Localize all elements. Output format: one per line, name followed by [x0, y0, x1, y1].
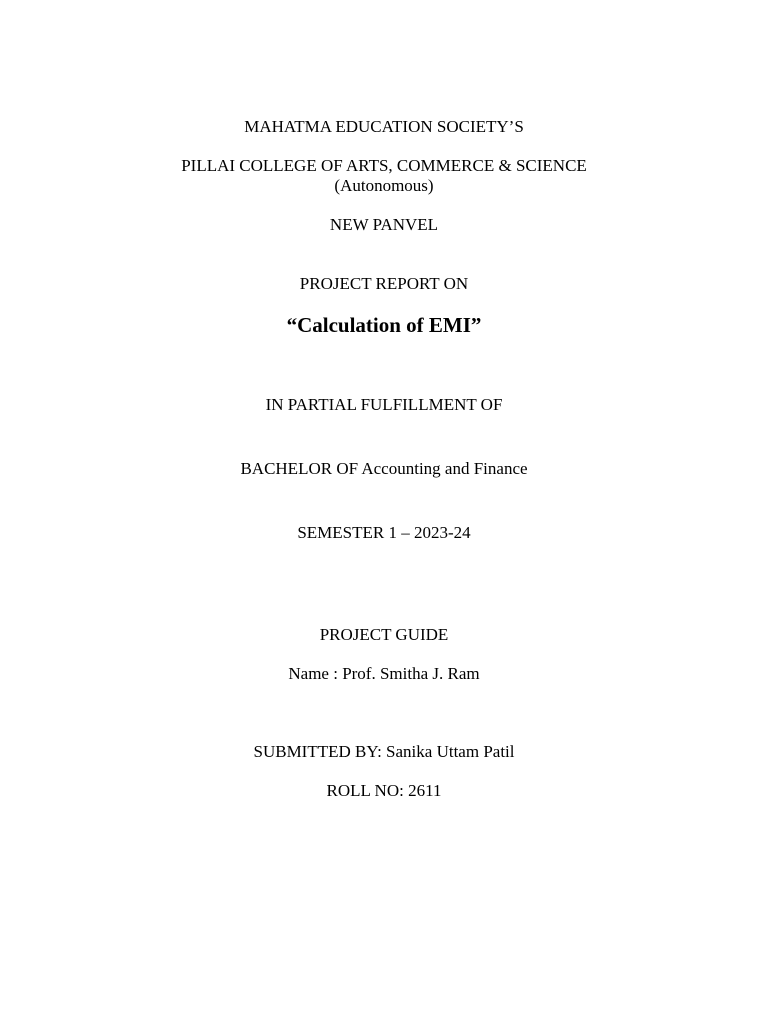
college-location: NEW PANVEL — [329, 215, 439, 234]
guide-heading: PROJECT GUIDE — [319, 625, 449, 644]
fulfillment-line: IN PARTIAL FULFILLMENT OF — [265, 395, 503, 414]
degree-line: BACHELOR OF Accounting and Finance — [240, 459, 528, 478]
submitted-by: SUBMITTED BY: Sanika Uttam Patil — [253, 742, 515, 761]
report-heading: PROJECT REPORT ON — [299, 274, 469, 293]
semester-line: SEMESTER 1 – 2023-24 — [297, 523, 471, 542]
project-title: “Calculation of EMI” — [286, 313, 482, 337]
society-name: MAHATMA EDUCATION SOCIETY’S — [244, 117, 524, 136]
college-name: PILLAI COLLEGE OF ARTS, COMMERCE & SCIENCE — [181, 156, 587, 175]
autonomous-status: (Autonomous) — [334, 176, 434, 195]
roll-number: ROLL NO: 2611 — [326, 781, 442, 800]
guide-name: Name : Prof. Smitha J. Ram — [288, 664, 480, 683]
